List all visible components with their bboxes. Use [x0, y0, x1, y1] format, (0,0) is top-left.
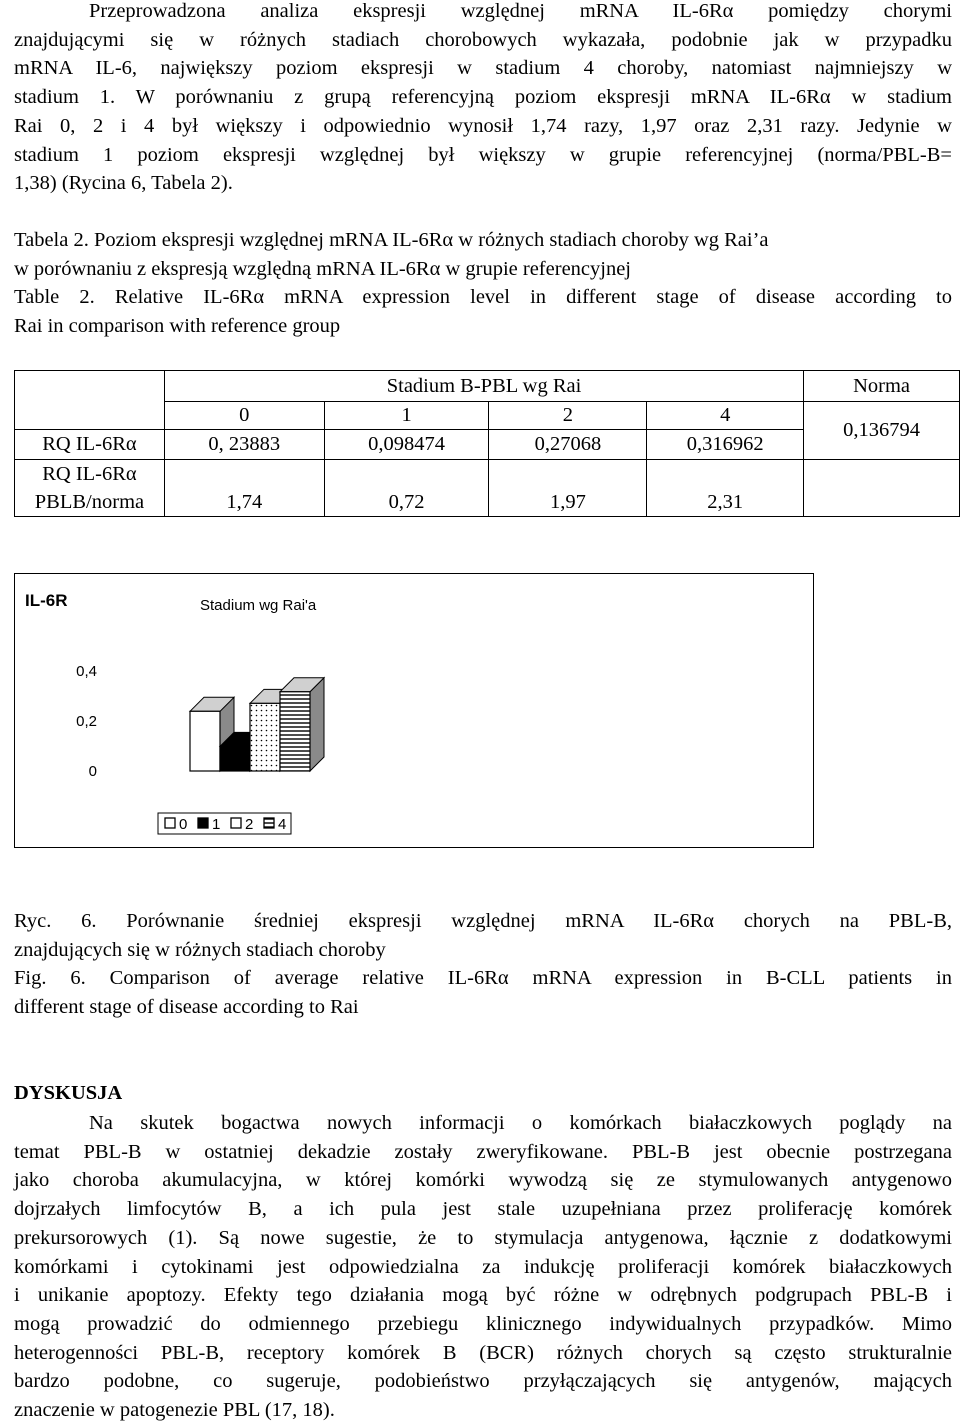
bar-front [220, 746, 250, 771]
table-row-label [15, 460, 165, 517]
table-caption [14, 226, 952, 341]
intro-line: stadium 1 poziom ekspresji względnej był większy w grupie referencyjnej (norma/PBL-B= [14, 143, 952, 166]
table-corner [15, 402, 165, 430]
intro-line: mRNA IL-6, największy poziom ekspresji w stadium 4 choroby, natomiast najmniejszy w [14, 57, 952, 80]
intro-line: Rai 0, 2 i 4 był większy i odpowiednio wynosił 1,74 razy, 1,97 oraz 2,31 razy. Jedynie w [14, 114, 952, 137]
figure-caption-en: different stage of disease according to Rai [14, 996, 359, 1019]
discussion-line: komórkami i cytokinami jest odpowiedzialna za indukcję proliferacji komórek białaczkowych [14, 1255, 952, 1278]
legend-label: 2 [245, 816, 254, 833]
table-stage-header: 1 [324, 402, 489, 430]
table-stage-header: 4 [647, 402, 804, 430]
discussion-paragraph [14, 1109, 952, 1425]
table-cell: 0,316962 [647, 430, 804, 460]
table-corner [15, 371, 165, 402]
table-cell: 0,27068 [489, 430, 647, 460]
table-cell: 1,74 [164, 460, 324, 517]
table-caption-en: Rai in comparison with reference group [14, 315, 341, 338]
intro-line: Przeprowadzona analiza ekspresji względnej mRNA IL-6Rα pomiędzy chorymi [89, 0, 952, 22]
figure-caption-pl: Ryc. 6. Porównanie średniej ekspresji względnej mRNA IL-6Rα chorych na PBL-B, [14, 910, 952, 932]
discussion-line: bardzo podobne, co sugeruje, podobieństwo przyłączających się antygenów, mających [14, 1370, 952, 1393]
legend-swatch [231, 818, 241, 828]
table-caption-pl: w porównaniu z ekspresją względną mRNA IL-6Rα w grupie referencyjnej [14, 257, 632, 280]
legend-label: 1 [212, 816, 221, 833]
table-row-label-line: RQ IL-6Rα [42, 463, 137, 485]
bar-front [250, 703, 280, 771]
bar-front [280, 692, 310, 771]
y-tick-label: 0,4 [76, 663, 97, 680]
legend-swatch [165, 818, 175, 828]
table-norma-value: 0,136794 [804, 402, 960, 460]
table-caption-pl: Tabela 2. Poziom ekspresji względnej mRNA IL-6Rα w różnych stadiach choroby wg Rai’a [14, 229, 769, 251]
legend-swatch [264, 818, 274, 828]
intro-line: stadium 1. W porównaniu z grupą referencyjną poziom ekspresji mRNA IL-6Rα w stadium [14, 86, 952, 109]
table-row-label: RQ IL-6Rα [15, 430, 165, 460]
chart-title: IL-6R [25, 591, 68, 610]
legend-label: 0 [179, 816, 188, 833]
intro-paragraph [14, 0, 952, 198]
table-cell: 1,97 [489, 460, 647, 517]
discussion-line: dojrzałych limfocytów B, a ich pula jest stale uzupełniana przez proliferację komórek [14, 1198, 952, 1221]
table-stage-header: 0 [164, 402, 324, 430]
table-caption-en: Table 2. Relative IL-6Rα mRNA expression level in different stage of disease according to [14, 286, 952, 309]
bar [280, 678, 324, 771]
discussion-line: mogą prowadzić do odmiennego przebiegu klinicznego indywidualnych przypadków. Mimo [14, 1312, 952, 1335]
y-tick-label: 0 [88, 763, 97, 780]
discussion-line: temat PBL-B w ostatniej dekadzie zostały zweryfikowane. PBL-B jest obecnie postrzegana [14, 1140, 952, 1163]
discussion-line: prekursorowych (1). Są nowe sugestie, że to stymulacja antygenowa, łącznie z dodatkowymi [14, 1226, 952, 1249]
bar-front [190, 711, 220, 771]
intro-line: 1,38) (Rycina 6, Tabela 2). [14, 172, 233, 195]
table-cell: 0, 23883 [164, 430, 324, 460]
discussion-line: jako choroba akumulacyjna, w której komórki wywodzą się ze stymulowanych antygenowo [14, 1169, 952, 1192]
discussion-line: znaczenie w patogenezie PBL (17, 18). [14, 1399, 335, 1422]
table-stage-header: 2 [489, 402, 647, 430]
table-norma-header: Norma [804, 371, 960, 402]
intro-line: znajdującymi się w różnych stadiach chorobowych wykazała, podobnie jak w przypadku [14, 28, 952, 51]
discussion-line: heterogenności PBL-B, receptory komórek B (BCR) różnych chorych są często strukturalnie [14, 1341, 952, 1364]
figure-caption [14, 907, 952, 1022]
legend [158, 813, 291, 834]
section-heading: DYSKUSJA [14, 1082, 123, 1104]
table-cell-empty [804, 460, 960, 517]
chart-subtitle: Stadium wg Rai'a [200, 597, 317, 614]
table-cell: 0,72 [324, 460, 489, 517]
expression-table [14, 370, 960, 517]
chart-frame [14, 573, 814, 848]
figure-caption-en: Fig. 6. Comparison of average relative IL-6Rα mRNA expression in B-CLL patients in [14, 967, 952, 990]
table-cell: 0,098474 [324, 430, 489, 460]
discussion-line: Na skutek bogactwa nowych informacji o komórkach białaczkowych poglądy na [89, 1112, 952, 1134]
y-tick-label: 0,2 [76, 713, 97, 730]
legend-label: 4 [278, 816, 287, 833]
table-row-label-line: PBLB/norma [34, 491, 145, 513]
discussion-line: i unikanie apoptozy. Efekty tego działania mogą być różne w odrębnych podgrupach PBL-B i [14, 1284, 952, 1307]
table-cell: 2,31 [647, 460, 804, 517]
legend-swatch [198, 818, 208, 828]
figure-caption-pl: znajdujących się w różnych stadiach choroby [14, 938, 386, 961]
table-group-header: Stadium B-PBL wg Rai [164, 371, 803, 402]
bar-side [310, 678, 324, 771]
bar-chart [15, 574, 813, 847]
